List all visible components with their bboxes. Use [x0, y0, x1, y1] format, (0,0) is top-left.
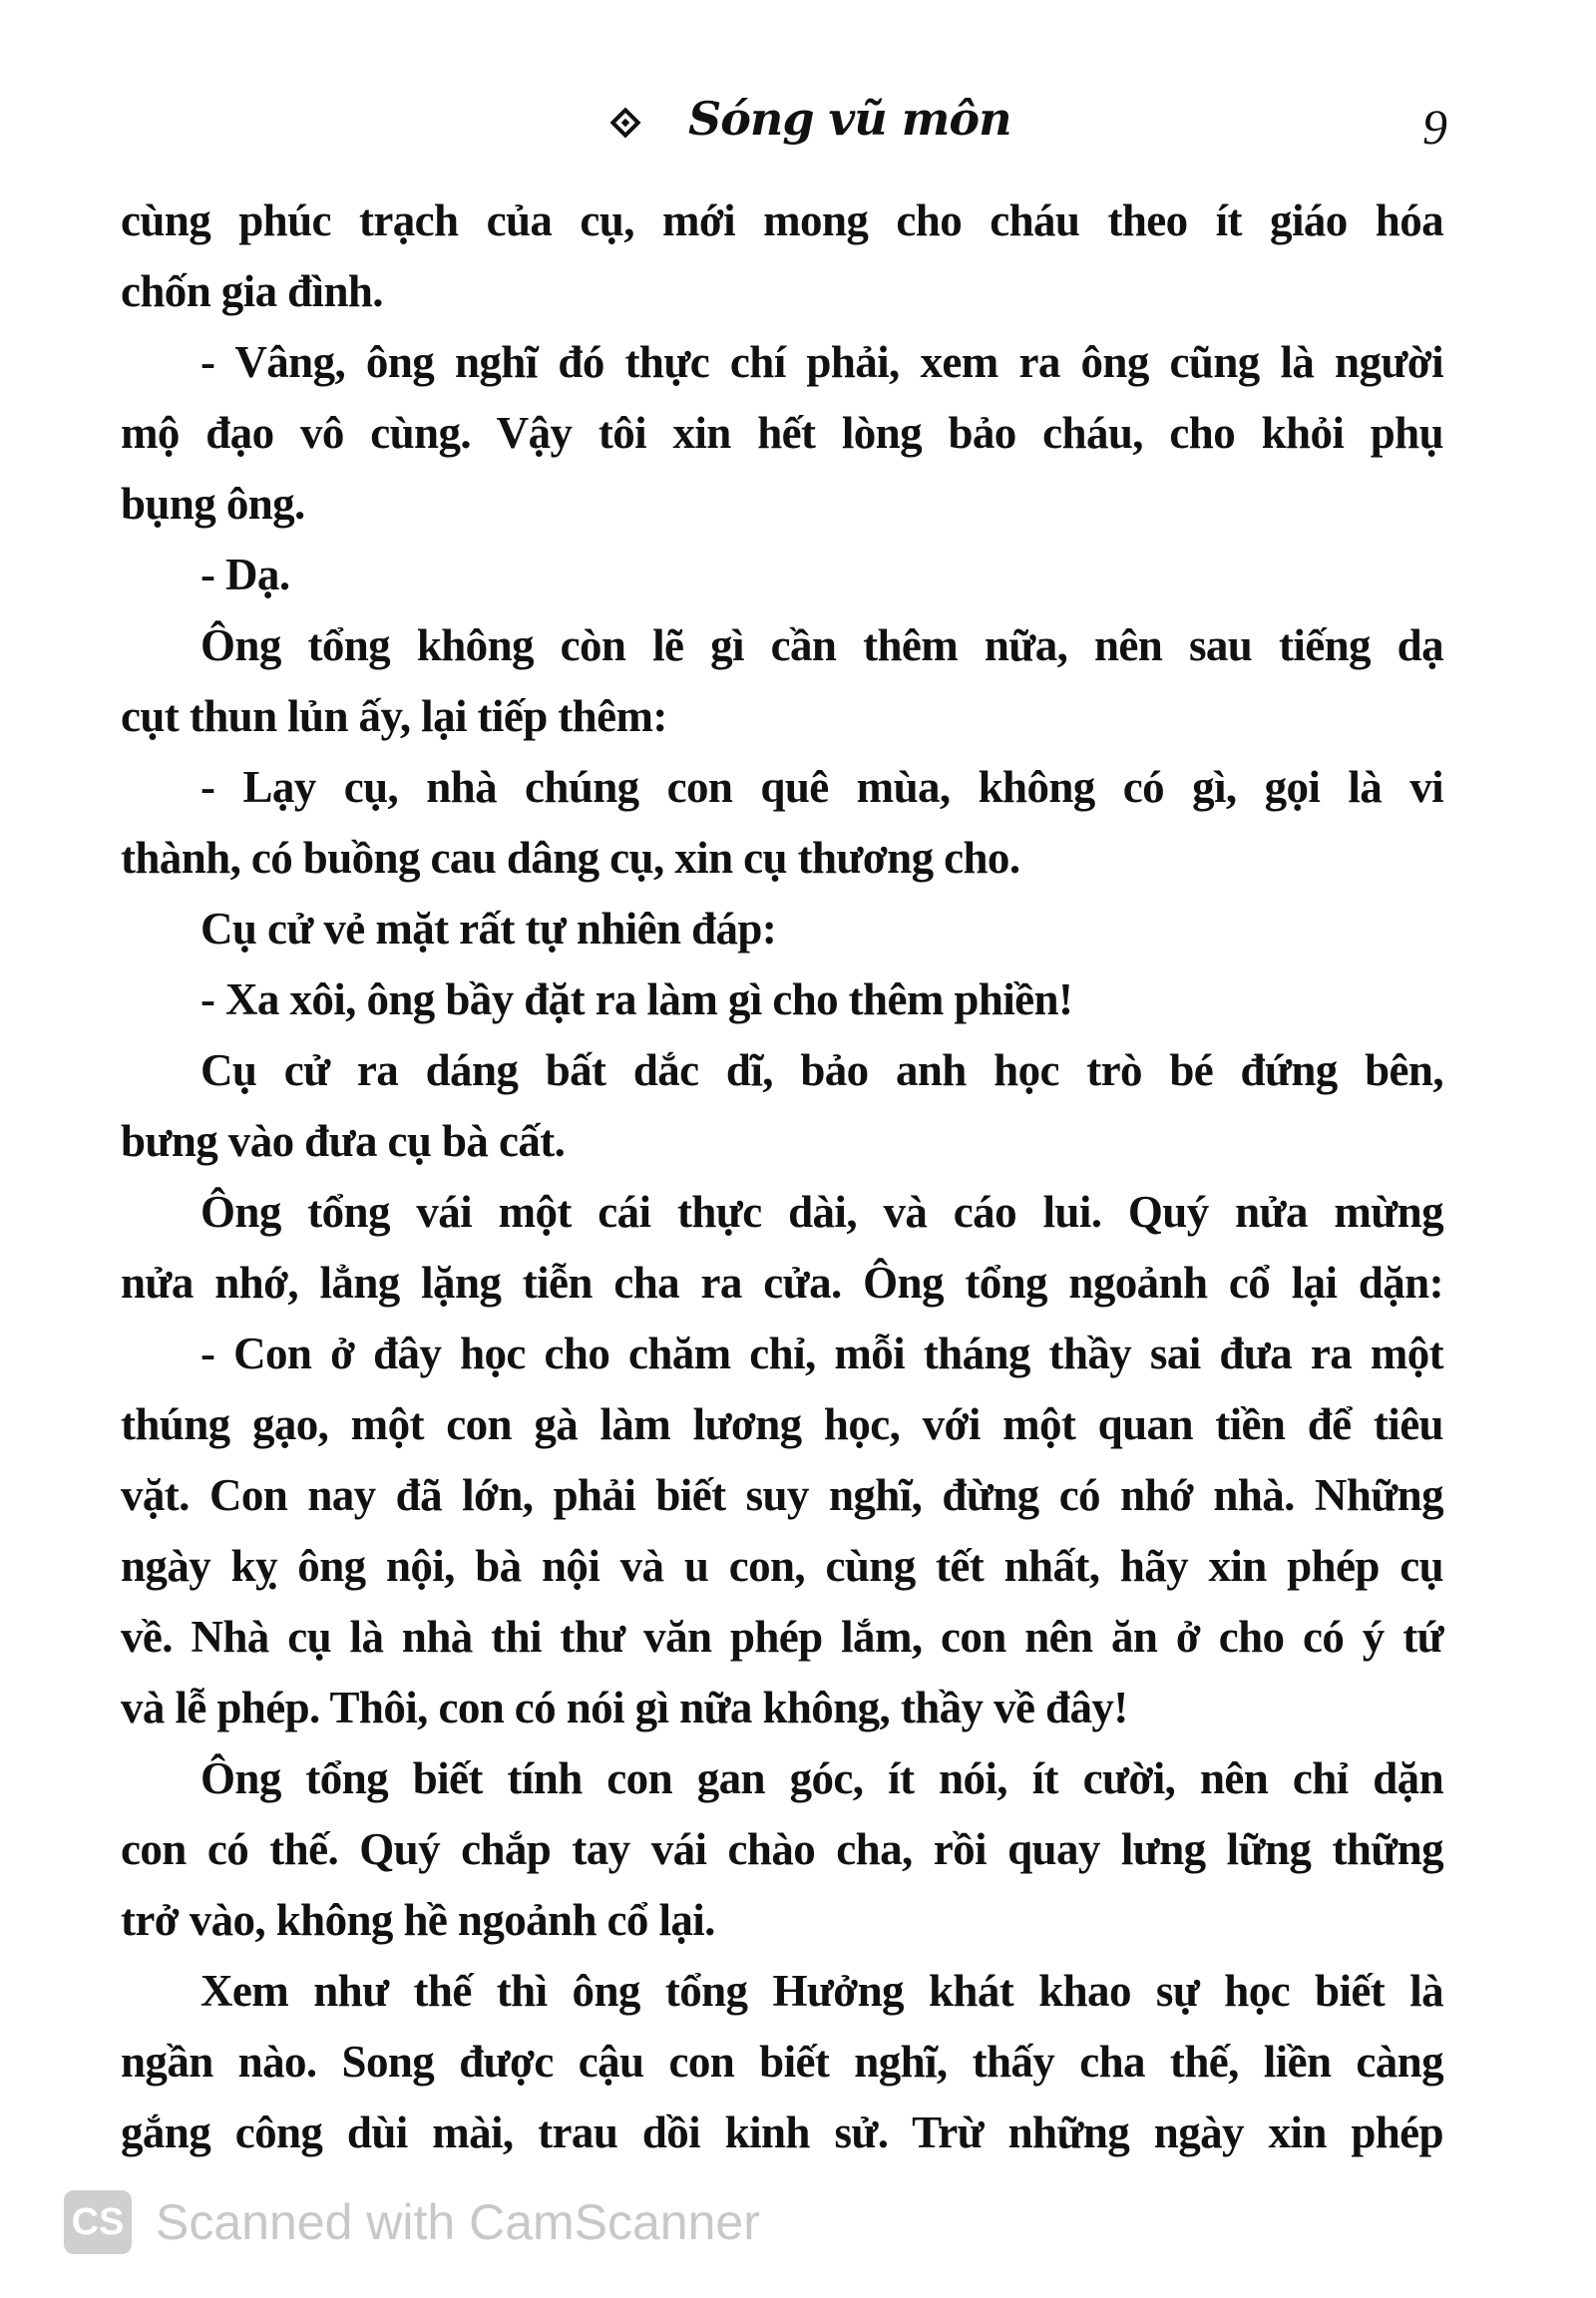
- text-line: thành, có buồng cau dâng cụ, xin cụ thương cho.: [121, 833, 1020, 883]
- text-line: Ông tổng không còn lẽ gì cần thêm nữa, nên sau tiếng dạ: [200, 620, 1443, 670]
- text-line: Ông tổng vái một cái thực dài, và cáo lui. Quý nửa mừng: [200, 1187, 1443, 1237]
- running-title: Sóng vũ môn: [688, 92, 1011, 146]
- text-line: - Dạ.: [200, 550, 290, 599]
- text-line: - Con ở đây học cho chăm chỉ, mỗi tháng thầy sai đưa ra một: [200, 1329, 1443, 1378]
- text-line: con có thế. Quý chắp tay vái chào cha, rồi quay lưng lững thững: [121, 1824, 1443, 1874]
- text-line: chốn gia đình.: [121, 266, 383, 316]
- page-number: 9: [1422, 99, 1447, 155]
- text-line: mộ đạo vô cùng. Vậy tôi xin hết lòng bảo cháu, cho khỏi phụ: [121, 408, 1443, 458]
- diamond-ornament-icon: [609, 107, 640, 138]
- page-header: [0, 92, 1596, 162]
- text-line: gắng công dùi mài, trau dồi kinh sử. Trừ những ngày xin phép: [121, 2107, 1443, 2157]
- camscanner-logo-icon: CS: [64, 2190, 132, 2254]
- text-line: trở vào, không hề ngoảnh cổ lại.: [121, 1895, 715, 1945]
- text-line: Xem như thế thì ông tổng Hưởng khát khao sự học biết là: [200, 1966, 1443, 2016]
- watermark-text: Scanned with CamScanner: [156, 2194, 760, 2250]
- text-line: Cụ cử ra dáng bất dắc dĩ, bảo anh học trò bé đứng bên,: [200, 1045, 1443, 1095]
- text-line: cùng phúc trạch của cụ, mới mong cho cháu theo ít giáo hóa: [121, 195, 1443, 245]
- text-line: - Xa xôi, ông bầy đặt ra làm gì cho thêm phiền!: [200, 974, 1073, 1024]
- text-line: Ông tổng biết tính con gan góc, ít nói, ít cười, nên chỉ dặn: [200, 1753, 1443, 1803]
- body-text: [121, 186, 1443, 2168]
- text-line: nửa nhớ, lẳng lặng tiễn cha ra cửa. Ông tổng ngoảnh cổ lại dặn:: [121, 1258, 1443, 1308]
- text-line: - Lạy cụ, nhà chúng con quê mùa, không có gì, gọi là vi: [200, 762, 1443, 812]
- text-line: về. Nhà cụ là nhà thi thư văn phép lắm, con nên ăn ở cho có ý tứ: [121, 1612, 1443, 1662]
- text-line: thúng gạo, một con gà làm lương học, với một quan tiền để tiêu: [121, 1399, 1443, 1449]
- text-line: bưng vào đưa cụ bà cất.: [121, 1116, 566, 1166]
- text-line: vặt. Con nay đã lớn, phải biết suy nghĩ, đừng có nhớ nhà. Những: [121, 1470, 1443, 1520]
- text-line: bụng ông.: [121, 479, 305, 529]
- text-line: ngày kỵ ông nội, bà nội và u con, cùng tết nhất, hãy xin phép cụ: [121, 1541, 1443, 1591]
- text-line: - Vâng, ông nghĩ đó thực chí phải, xem ra ông cũng là người: [200, 337, 1443, 387]
- text-line: và lễ phép. Thôi, con có nói gì nữa không, thầy về đây!: [121, 1683, 1128, 1732]
- text-line: ngần nào. Song được cậu con biết nghĩ, thấy cha thế, liền càng: [121, 2037, 1443, 2087]
- text-line: cụt thun lủn ấy, lại tiếp thêm:: [121, 691, 667, 741]
- camscanner-watermark: [64, 2190, 760, 2254]
- text-line: Cụ cử vẻ mặt rất tự nhiên đáp:: [200, 904, 777, 954]
